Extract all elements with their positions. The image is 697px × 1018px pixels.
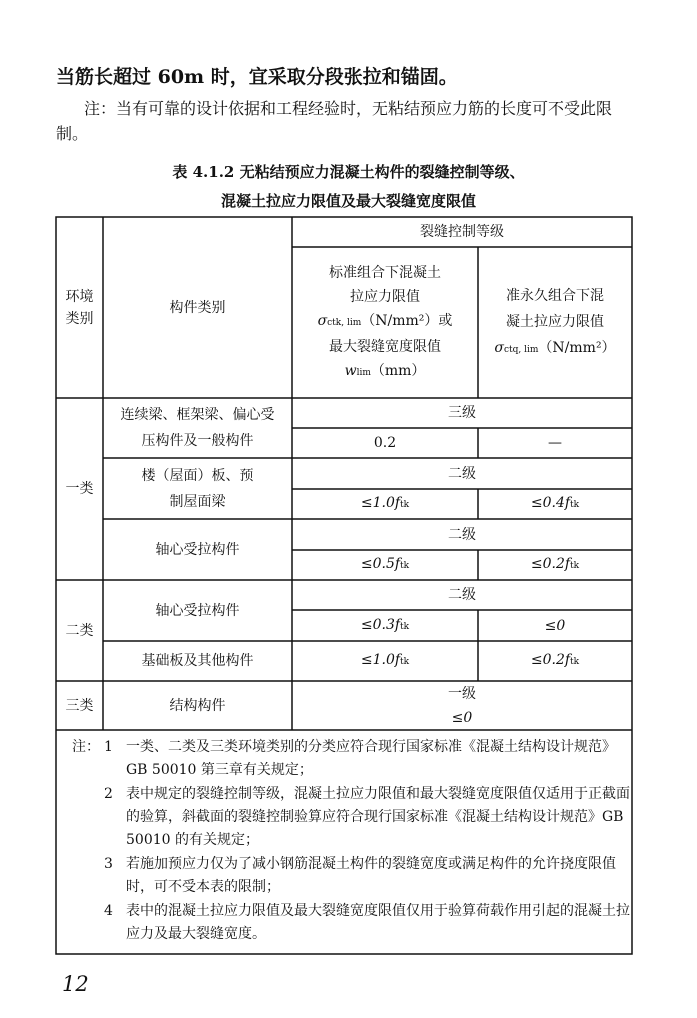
header-quasi-permanent: 准永久组合下混 凝土拉应力限值 σctq, lim（N/mm²） xyxy=(494,287,616,356)
table-caption-line2: 混凝土拉应力限值及最大裂缝宽度限值 xyxy=(220,192,476,210)
grade-row-3: 二级 xyxy=(448,526,476,543)
env-class-2: 二类 xyxy=(65,622,94,639)
grade-row-4: 二级 xyxy=(448,587,476,603)
member-row-4: 轴心受拉构件 xyxy=(155,602,240,619)
env-class-1: 一类 xyxy=(65,481,94,497)
env-class-3: 三类 xyxy=(65,697,94,714)
table-notes xyxy=(56,736,632,947)
member-row-5: 基础板及其他构件 xyxy=(141,653,254,669)
note-item: 注： 1 一类、二类及三类环境类别的分类应符合现行国家标准《混凝土结构设计规范》GB 50010 第三章有关规定； xyxy=(72,739,616,778)
quasi-row-3: ≤0.2ftk xyxy=(530,556,580,572)
header-member-type: 构件类别 xyxy=(169,299,226,316)
member-row-1: 连续梁、框架梁、偏心受 压构件及一般构件 xyxy=(120,407,275,449)
note-item: 2 表中规定的裂缝控制等级，混凝土拉应力限值和最大裂缝宽度限值仅适用于正截面的验算，斜截面的裂缝控制验算应符合现行国家标准《混凝土结构设计规范》GB 50010 的有关规定； xyxy=(104,786,630,848)
quasi-row-2: ≤0.4ftk xyxy=(530,495,580,511)
note-item: 4 表中的混凝土拉应力限值及最大裂缝宽度限值仅用于验算荷载作用引起的混凝土拉应力及最大裂缝宽度。 xyxy=(104,903,630,942)
std-row-4: ≤0.3ftk xyxy=(360,616,410,633)
member-row-3: 轴心受拉构件 xyxy=(155,541,240,558)
std-row-2: ≤1.0ftk xyxy=(360,495,410,511)
body-line: 当筋长超过 60m 时，宜采取分段张拉和锚固。 xyxy=(56,66,458,88)
member-row-6: 结构构件 xyxy=(169,697,226,714)
grade-value-row-6: 一级 ≤0 xyxy=(448,685,476,726)
table-caption-line1: 表 4.1.2 无粘结预应力混凝土构件的裂缝控制等级、 xyxy=(172,163,525,181)
quasi-row-4: ≤0 xyxy=(544,617,566,634)
grade-row-2: 二级 xyxy=(448,465,476,482)
grade-row-1: 三级 xyxy=(448,405,476,421)
std-row-1: 0.2 xyxy=(373,435,397,451)
length-note: 注：当有可靠的设计依据和工程经验时，无粘结预应力筋的长度可不受此限制。 xyxy=(56,99,613,143)
std-row-3: ≤0.5ftk xyxy=(360,556,410,572)
member-row-2: 楼（屋面）板、预 制屋面梁 xyxy=(141,467,254,510)
header-env-category: 环境 类别 xyxy=(65,288,94,327)
page-number: 12 xyxy=(62,972,89,996)
header-crack-control-grade: 裂缝控制等级 xyxy=(420,224,504,240)
header-standard-combination: 标准组合下混凝土 拉应力限值 σctk, lim（N/mm²）或 最大裂缝宽度限值 wlim（mm） xyxy=(317,264,453,379)
quasi-row-1: — xyxy=(548,435,562,451)
std-row-5: ≤1.0ftk xyxy=(360,652,410,668)
quasi-row-5: ≤0.2ftk xyxy=(530,652,580,668)
note-item: 3 若施加预应力仅为了减小钢筋混凝土构件的裂缝宽度或满足构件的允许挠度限值时，可不受本表的限制； xyxy=(104,856,616,895)
